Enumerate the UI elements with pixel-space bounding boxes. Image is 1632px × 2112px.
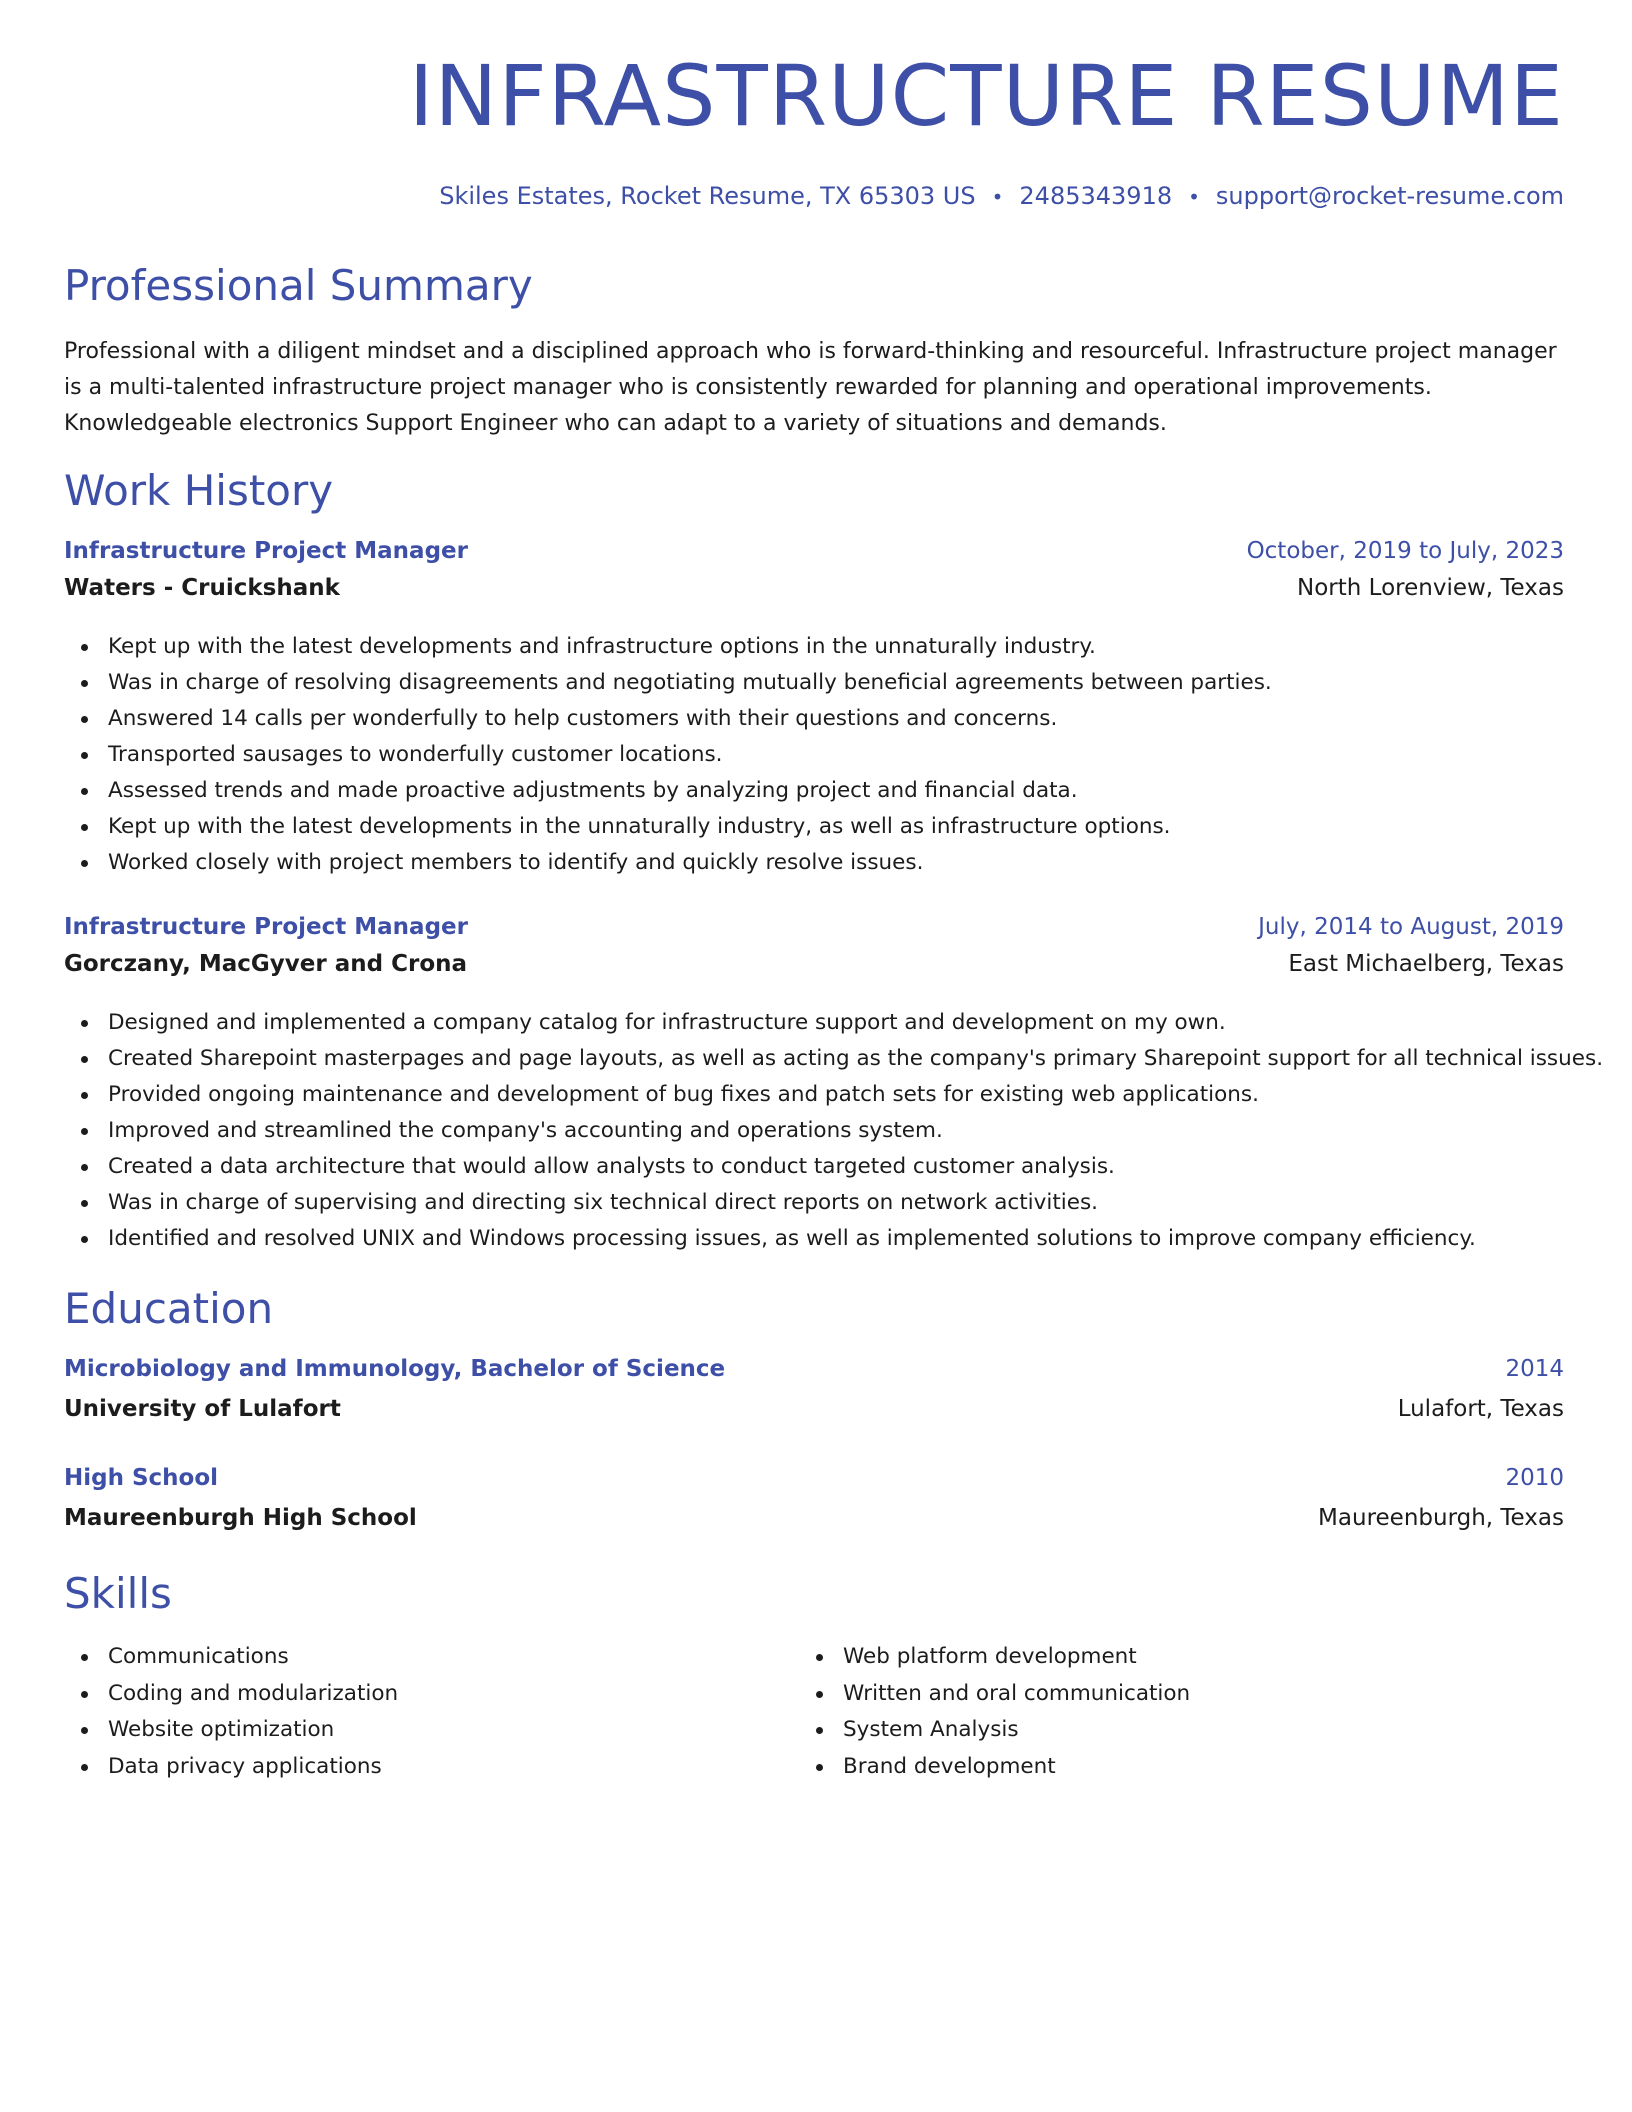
section-title-education: Education <box>64 1284 274 1333</box>
education-location: Lulafort, Texas <box>1397 1396 1564 1422</box>
list-item: Answered 14 calls per wonderfully to help customers with their questions and concerns. <box>64 701 1584 737</box>
job-header <box>64 914 1564 948</box>
skill-item: Coding and modularization <box>64 1676 764 1713</box>
job-role: Infrastructure Project Manager <box>64 538 468 564</box>
education-school: Maureenburgh High School <box>64 1505 417 1531</box>
list-item: Transported sausages to wonderfully customer locations. <box>64 737 1584 773</box>
job-subheader <box>64 575 1564 609</box>
job-location: North Lorenview, Texas <box>1297 575 1564 601</box>
skills-list-left <box>64 1639 764 1785</box>
section-title-summary: Professional Summary <box>64 261 533 310</box>
education-degree: High School <box>64 1465 219 1491</box>
resume-title: INFRASTRUCTURE RESUME <box>408 47 1564 145</box>
list-item: Assessed trends and made proactive adjustments by analyzing project and financial data. <box>64 773 1584 809</box>
skill-item: System Analysis <box>799 1712 1499 1749</box>
education-degree: Microbiology and Immunology, Bachelor of Science <box>64 1356 726 1382</box>
phone: 2485343918 <box>1019 182 1173 210</box>
job-role: Infrastructure Project Manager <box>64 914 468 940</box>
job-dates: July, 2014 to August, 2019 <box>1258 914 1564 940</box>
education-year: 2014 <box>1505 1356 1564 1382</box>
skill-item: Brand development <box>799 1749 1499 1786</box>
education-subheader <box>64 1396 1564 1430</box>
contact-line <box>439 180 1564 213</box>
list-item: Worked closely with project members to identify and quickly resolve issues. <box>64 845 1584 881</box>
skill-item: Written and oral communication <box>799 1676 1499 1713</box>
address: Skiles Estates, Rocket Resume, TX 65303 US <box>439 182 976 210</box>
email: support@rocket-resume.com <box>1215 182 1564 210</box>
job-company: Waters - Cruickshank <box>64 575 340 601</box>
list-item: Improved and streamlined the company's accounting and operations system. <box>64 1113 1584 1149</box>
job-header <box>64 538 1564 572</box>
separator-dot: • <box>991 185 1004 209</box>
list-item: Kept up with the latest developments in the unnaturally industry, as well as infrastructure options. <box>64 809 1584 845</box>
list-item: Was in charge of supervising and directing six technical direct reports on network activities. <box>64 1185 1584 1221</box>
list-item: Provided ongoing maintenance and development of bug fixes and patch sets for existing web applications. <box>64 1077 1584 1113</box>
education-header <box>64 1356 1564 1390</box>
list-item: Created Sharepoint masterpages and page layouts, as well as acting as the company's primary Sharepoint support for all technical issues. <box>64 1041 1584 1077</box>
education-location: Maureenburgh, Texas <box>1318 1505 1564 1531</box>
list-item: Was in charge of resolving disagreements and negotiating mutually beneficial agreements between parties. <box>64 665 1584 701</box>
list-item: Designed and implemented a company catalog for infrastructure support and development on my own. <box>64 1005 1584 1041</box>
list-item: Kept up with the latest developments and infrastructure options in the unnaturally industry. <box>64 629 1584 665</box>
skill-item: Data privacy applications <box>64 1749 764 1786</box>
skill-item: Website optimization <box>64 1712 764 1749</box>
job-subheader <box>64 951 1564 985</box>
education-school: University of Lulafort <box>64 1396 341 1422</box>
education-header <box>64 1465 1564 1499</box>
job-dates: October, 2019 to July, 2023 <box>1246 538 1564 564</box>
section-title-work: Work History <box>64 466 334 515</box>
job-bullets <box>64 1005 1604 1257</box>
skill-item: Web platform development <box>799 1639 1499 1676</box>
summary-text: Professional with a diligent mindset and a disciplined approach who is forward-thinking and resourceful. Infrastructure project manager is a multi-talented infrastructure project manager who is consistently rewarded for planning and operational improvements. Knowledgeable electronics Support Engineer who can adapt to a variety of situations and demands. <box>64 339 1557 436</box>
job-location: East Michaelberg, Texas <box>1288 951 1564 977</box>
list-item: Created a data architecture that would allow analysts to conduct targeted customer analysis. <box>64 1149 1584 1185</box>
skills-list-right <box>799 1639 1499 1785</box>
separator-dot: • <box>1188 185 1200 209</box>
skill-item: Communications <box>64 1639 764 1676</box>
section-title-skills: Skills <box>64 1569 172 1618</box>
education-subheader <box>64 1505 1564 1539</box>
job-bullets <box>64 629 1584 881</box>
job-company: Gorczany, MacGyver and Crona <box>64 951 468 977</box>
education-year: 2010 <box>1505 1465 1564 1491</box>
list-item: Identified and resolved UNIX and Windows processing issues, as well as implemented solutions to improve company efficiency. <box>64 1221 1584 1257</box>
